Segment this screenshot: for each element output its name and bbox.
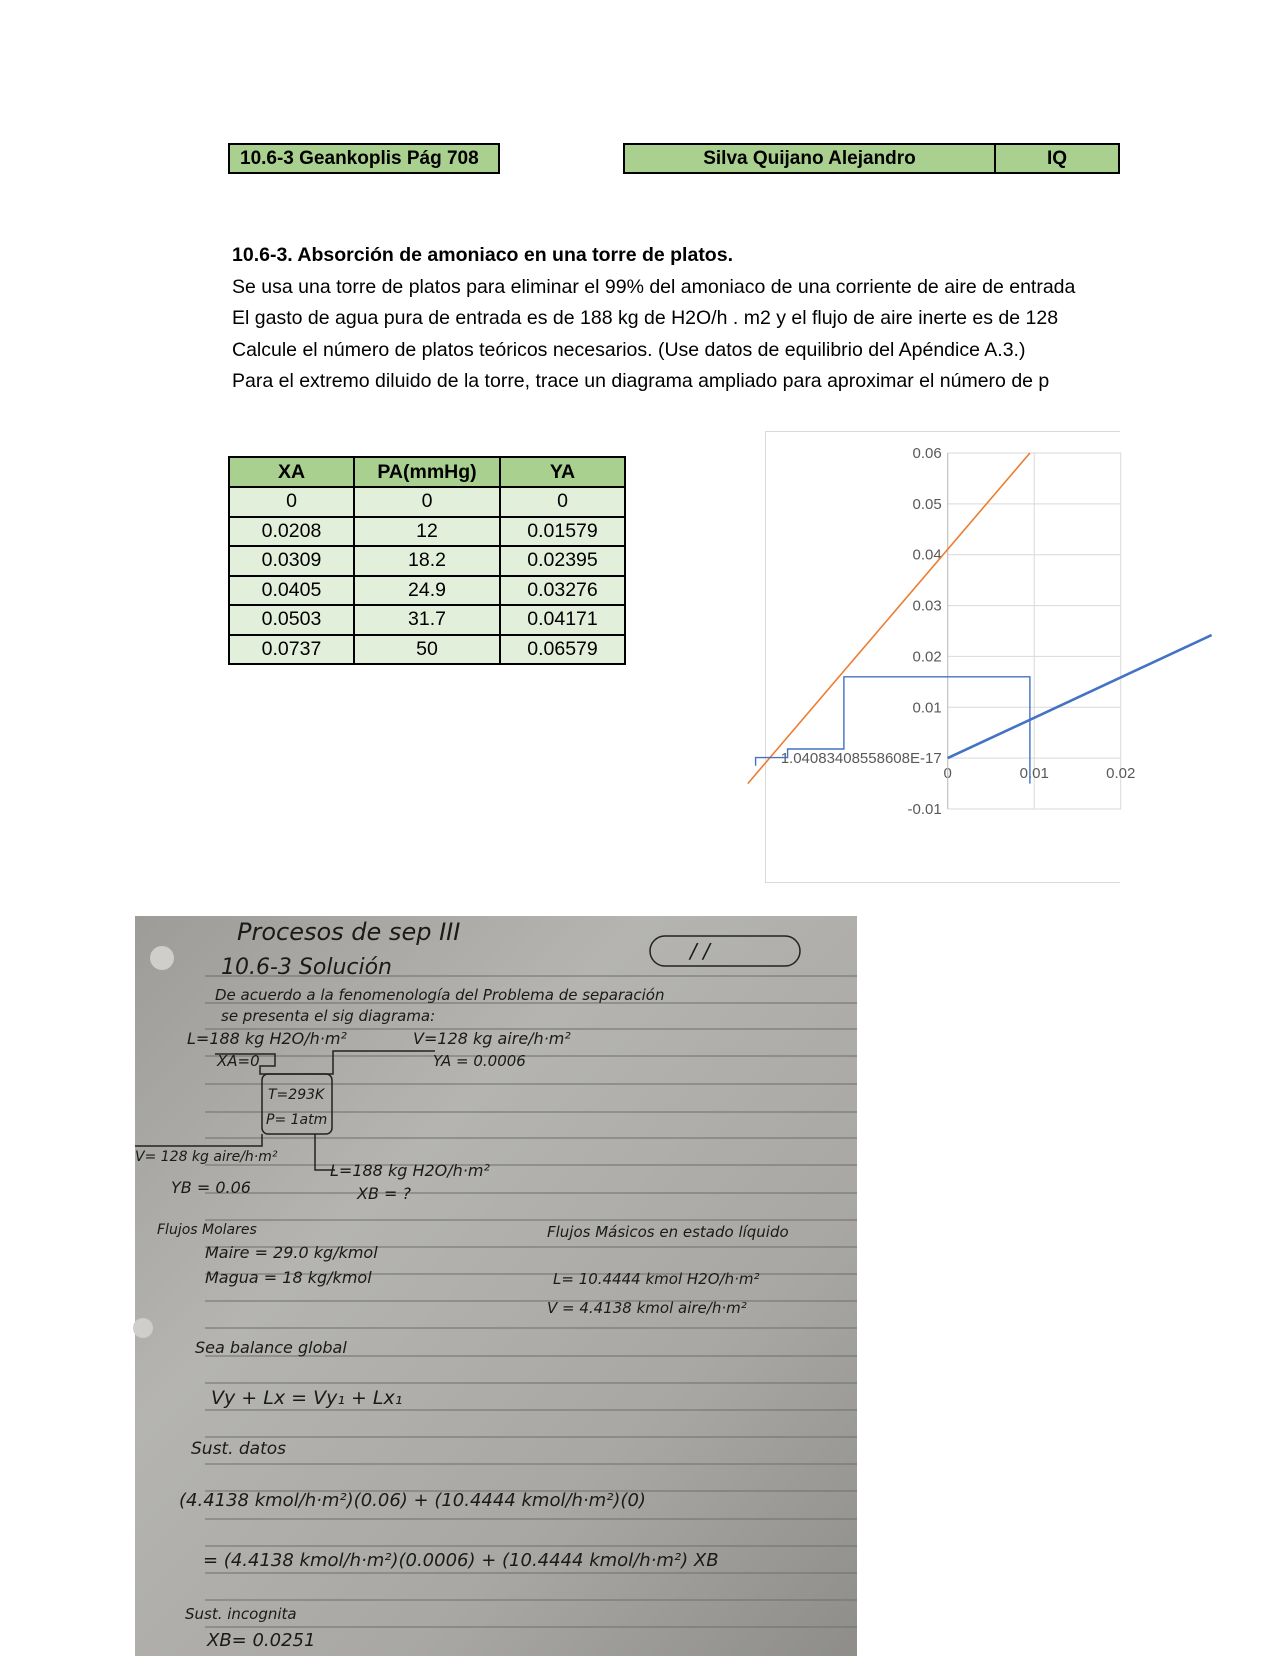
x-tick-label: 0.02 [1106,765,1136,783]
m-water-label: Magua = 18 kg/kmol [205,1268,372,1287]
table-cell: 0.03276 [500,576,625,606]
notebook-page [135,916,857,1656]
table-cell: 24.9 [354,576,500,606]
y-tick-label: 1.04083408558608E-17 [780,750,942,768]
problem-line: Calcule el número de platos teóricos necesarios. (Use datos de equilibrio del Apéndice A.3.) [232,338,1026,361]
l-out-label: L=188 kg H2O/h·m² [330,1161,490,1180]
molar-flows-heading: Flujos Molares [157,1222,257,1238]
series-line-2 [756,677,1030,784]
v-in-label: V= 128 kg aire/h·m² [135,1149,278,1165]
xa0-label: XA=0 [217,1052,260,1070]
problem-statement [232,240,1120,398]
table-cell: 0.0503 [229,605,354,635]
course-title: Procesos de sep III [237,918,461,946]
v-out-label: V=128 kg aire/h·m² [413,1029,571,1048]
table-cell: 0.01579 [500,517,625,547]
y-tick-label: 0.04 [912,546,942,564]
subst-unknown-label: Sust. incognita [185,1605,297,1623]
table-row [229,487,625,517]
m-air-label: Maire = 29.0 kg/kmol [205,1243,378,1262]
l-molar-label: L= 10.4444 kmol H2O/h·m² [553,1270,760,1288]
table-cell: 0 [500,487,625,517]
table-cell: 0.06579 [500,635,625,665]
global-balance-label: Sea balance global [195,1338,347,1357]
table-cell: 0 [354,487,500,517]
y-tick-label: 0.01 [912,699,942,717]
table-row [229,517,625,547]
problem-line: Se usa una torre de platos para eliminar el 99% del amoniaco de una corriente de aire de entrada [232,275,1076,298]
solution-title: 10.6-3 Solución [221,955,393,980]
p-label: P= 1atm [266,1112,328,1128]
col-header-xa: XA [229,457,354,487]
table-header-row [229,457,625,487]
y-tick-label: 0.06 [912,445,942,462]
problem-line: Para el extremo diluido de la torre, trace un diagrama ampliado para aproximar el número de p [232,370,1050,392]
table-row [229,605,625,635]
y-tick-label: 0.02 [912,648,942,666]
table-cell: 31.7 [354,605,500,635]
table-cell: 0.04171 [500,605,625,635]
table-cell: 0.0405 [229,576,354,606]
yb-label: YB = 0.06 [171,1178,251,1197]
equilibrium-table [228,456,626,665]
table-cell: 0.0309 [229,546,354,576]
mccabe-thiele-chart [765,431,1136,883]
series-line-1 [948,635,1212,758]
t-label: T=293K [268,1087,325,1103]
table-row [229,546,625,576]
binder-hole [150,946,174,970]
subst-data-label: Sust. datos [191,1439,287,1459]
y-tick-label: 0.05 [912,495,942,513]
table-row [229,576,625,606]
x-tick-label: 0 [943,765,952,783]
intro-line-2: se presenta el sig diagrama: [221,1007,436,1025]
table-row [229,635,625,665]
y-tick-label: 0.03 [912,597,942,615]
table-cell: 0.0208 [229,517,354,547]
xb-result: XB= 0.0251 [207,1630,316,1651]
l-in-label: L=188 kg H2O/h·m² [187,1029,347,1048]
mass-flows-heading: Flujos Másicos en estado líquido [547,1223,789,1241]
problem-line: El gasto de agua pura de entrada es de 188 kg de H2O/h . m2 y el flujo de aire inerte es de 128 [232,307,1059,329]
table-cell: 0 [229,487,354,517]
equation-line-2: = (4.4138 kmol/h·m²)(0.0006) + (10.4444 kmol/h·m²) XB [203,1550,719,1571]
intro-line-1: De acuerdo a la fenomenología del Problema de separación [215,986,665,1004]
xb-unknown-label: XB = ? [357,1184,412,1203]
balance-equation: Vy + Lx = Vy₁ + Lx₁ [211,1387,403,1409]
v-molar-label: V = 4.4138 kmol aire/h·m² [547,1299,747,1317]
x-tick-label: 0.01 [1019,765,1049,783]
student-name-cell: Silva Quijano Alejandro [623,143,996,174]
col-header-ya: YA [500,457,625,487]
table-cell: 50 [354,635,500,665]
problem-ref-cell: 10.6-3 Geankoplis Pág 708 [228,143,500,174]
table-cell: 0.02395 [500,546,625,576]
col-header-pa: PA(mmHg) [354,457,500,487]
date-box [650,936,800,966]
equation-line-1: (4.4138 kmol/h·m²)(0.06) + (10.4444 kmol/h·m²)(0) [179,1490,646,1511]
y-tick-label: -0.01 [907,801,942,818]
table-cell: 18.2 [354,546,500,576]
table-body [229,487,625,664]
binder-hole [133,1318,153,1338]
handwritten-solution-photo [135,916,857,1656]
date-box-text: / / [690,939,710,963]
ya-out-label: YA = 0.0006 [433,1052,526,1070]
series-line-0 [748,453,1030,784]
problem-title: 10.6-3. Absorción de amoniaco en una torre de platos. [232,244,733,266]
table-cell: 12 [354,517,500,547]
program-cell: IQ [994,143,1120,174]
chart-svg [766,432,1136,884]
table-cell: 0.0737 [229,635,354,665]
